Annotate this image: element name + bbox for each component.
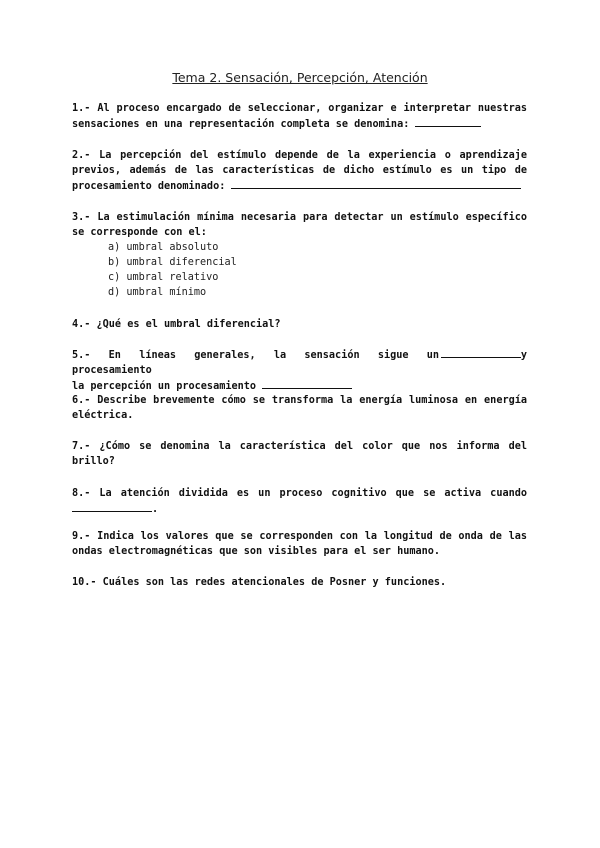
answer-blank-2[interactable]	[231, 178, 521, 189]
question-3	[72, 210, 527, 240]
question-1	[72, 101, 527, 132]
answer-blank-5a[interactable]	[441, 347, 521, 358]
question-5	[72, 347, 527, 394]
question-4-line-1: 4.- ¿Qué es el umbral diferencial?	[72, 319, 281, 330]
question-4	[72, 317, 527, 332]
question-10-line-1: 10.- Cuáles son las redes atencionales de Posner y funciones.	[72, 577, 447, 588]
question-1-line-1: 1.- Al proceso encargado de seleccionar, organizar e interpretar nuestras	[72, 103, 527, 114]
question-5-line-2	[72, 378, 527, 394]
question-9	[72, 529, 527, 559]
question-3-line-2: se corresponde con el:	[72, 227, 207, 238]
question-7-line-1: 7.- ¿Cómo se denomina la característica del color que nos informa del	[72, 441, 527, 452]
answer-blank-5b[interactable]	[262, 378, 352, 389]
question-3-line-1: 3.- La estimulación mínima necesaria para detectar un estímulo específico	[72, 212, 527, 223]
question-8-line-2-period: .	[152, 504, 159, 515]
question-6-line-2: eléctrica.	[72, 410, 134, 421]
question-5-line-1-y: y	[520, 350, 527, 361]
question-5-line-1	[72, 347, 527, 378]
question-2-line-3-text: procesamiento denominado:	[72, 181, 226, 192]
answer-blank-8[interactable]	[72, 501, 152, 512]
question-6	[72, 393, 527, 423]
question-6-line-1: 6.- Describe brevemente cómo se transforma la energía luminosa en energía	[72, 395, 527, 406]
option-a: a) umbral absoluto	[108, 242, 219, 253]
question-3-options	[108, 240, 237, 300]
question-10	[72, 575, 527, 590]
question-9-line-2: ondas electromagnéticas que son visibles para el ser humano.	[72, 546, 441, 557]
answer-blank-1[interactable]	[415, 116, 481, 127]
question-7	[72, 439, 527, 469]
question-2-line-2: previos, además de las características de dicho estímulo es un tipo de	[72, 165, 527, 176]
option-d: d) umbral mínimo	[108, 287, 207, 298]
option-b: b) umbral diferencial	[108, 257, 237, 268]
question-7-line-2: brillo?	[72, 456, 115, 467]
question-1-line-2-text: sensaciones en una representación completa se denomina:	[72, 119, 410, 130]
question-8-line-2	[72, 501, 527, 517]
option-c: c) umbral relativo	[108, 272, 219, 283]
question-2-line-3	[72, 178, 527, 194]
question-8	[72, 486, 527, 517]
question-8-line-1: 8.- La atención dividida es un proceso cognitivo que se activa cuando	[72, 488, 527, 499]
question-5-line-2-text: la percepción un procesamiento	[72, 381, 257, 392]
question-5-line-1-text: 5.- En líneas generales, la sensación sigue un procesamiento	[72, 350, 440, 376]
question-2	[72, 148, 527, 194]
question-9-line-1: 9.- Indica los valores que se corresponden con la longitud de onda de las	[72, 531, 527, 542]
question-2-line-1: 2.- La percepción del estímulo depende de la experiencia o aprendizaje	[72, 150, 527, 161]
page-title: Tema 2. Sensación, Percepción, Atención	[172, 70, 428, 85]
question-1-line-2	[72, 116, 527, 132]
